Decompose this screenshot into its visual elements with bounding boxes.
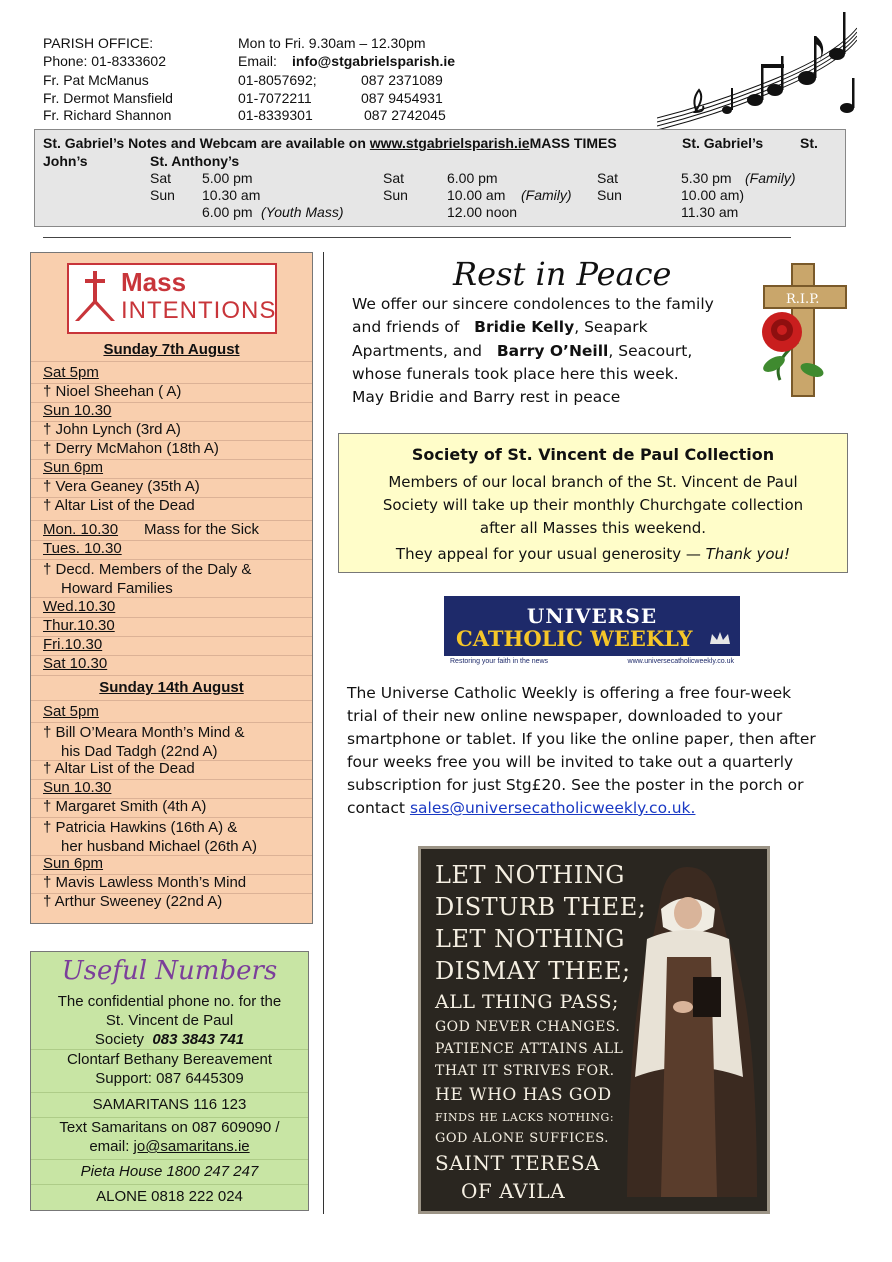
intention-row — [31, 760, 312, 780]
intention-text: Mass for the Sick — [144, 521, 260, 538]
mass-day: Sun — [597, 187, 622, 203]
saint-teresa-poster — [418, 846, 770, 1214]
intention-row — [31, 817, 312, 856]
mass-day: Sat — [383, 170, 405, 186]
svdp-line — [339, 545, 847, 563]
quote-line: THAT IT STRIVES FOR. — [435, 1063, 615, 1079]
mass-note: (Family) — [745, 170, 796, 186]
mass-day: Sat — [150, 170, 172, 186]
priest-landline: 01-8057692; — [238, 72, 317, 88]
intention-text: her husband Michael (26th A) — [61, 838, 257, 855]
intention-row — [31, 636, 312, 656]
universe-email-link[interactable]: sales@universecatholicweekly.co.uk. — [409, 799, 696, 817]
useful-line: Support: 087 6445309 — [95, 1070, 244, 1087]
intention-row — [31, 798, 312, 818]
mass-slot: Sat 5pm — [43, 364, 99, 381]
mass-intentions-logo — [67, 263, 277, 334]
quote-line: DISTURB THEE; — [435, 893, 647, 921]
deceased-name: Bridie Kelly — [474, 318, 575, 336]
svdp-phone-number: 083 3843 741 — [152, 1031, 245, 1048]
banner-strip — [444, 656, 740, 671]
priest-mobile: 087 9454931 — [361, 90, 443, 106]
column-divider — [323, 252, 324, 1214]
mass-time: 5.30 pm — [681, 170, 732, 186]
useful-line: St. Vincent de Paul — [105, 1012, 234, 1029]
mass-intentions-panel — [30, 252, 313, 924]
intention-row — [31, 459, 312, 479]
mass-note: (Youth Mass) — [261, 204, 344, 220]
useful-line: Clontarf Bethany Bereavement — [66, 1051, 273, 1068]
phone-row — [43, 53, 456, 70]
quote-line: PATIENCE ATTAINS ALL — [435, 1041, 624, 1057]
useful-line: Society — [94, 1031, 145, 1048]
svdp-phone-row — [31, 992, 308, 1050]
intention-text: † Margaret Smith (4th A) — [43, 798, 207, 815]
banner-universe: UNIVERSE — [526, 604, 658, 628]
svdp-text: They appeal for your usual generosity — — [395, 545, 706, 563]
mass-time: 6.00 pm — [447, 170, 498, 186]
sunday-heading-text: Sunday 7th August — [103, 341, 240, 358]
mass-slot: Mon. 10.30 — [43, 521, 119, 538]
rip-text: , Seapark — [574, 318, 648, 336]
mass-slot: Wed.10.30 — [43, 598, 116, 615]
universe-line: four weeks free you will be invited to take out a quarterly — [347, 753, 794, 771]
useful-line: Text Samaritans on 087 609090 / — [59, 1119, 280, 1136]
office-email-link[interactable]: info@stgabrielsparish.ie — [292, 53, 456, 69]
parish-website-link[interactable]: www.stgabrielsparish.ie — [369, 135, 530, 151]
universe-line — [347, 799, 695, 817]
intention-text: † Mavis Lawless Month’s Mind — [43, 874, 247, 891]
rip-line — [352, 342, 692, 360]
svdp-thanks: Thank you! — [705, 545, 791, 563]
mass-time: 5.00 pm — [202, 170, 253, 186]
mass-slot: Thur.10.30 — [43, 617, 115, 634]
intention-row — [31, 893, 312, 913]
quote-line: SAINT TERESA — [435, 1151, 600, 1175]
intention-row — [31, 440, 312, 460]
mass-slot: Sun 6pm — [43, 459, 104, 476]
intention-text: † Altar List of the Dead — [43, 497, 195, 514]
intention-row — [31, 874, 312, 894]
banner-tagline: Restoring your faith in the news — [450, 658, 549, 665]
mass-slot: Tues. 10.30 — [43, 540, 122, 557]
svdp-line: Members of our local branch of the St. Vincent de Paul — [388, 473, 798, 491]
intention-text: † Decd. Members of the Daly & — [43, 561, 252, 578]
quote-line: FINDS HE LACKS NOTHING: — [435, 1111, 615, 1124]
useful-line: The confidential phone no. for the — [57, 993, 282, 1010]
universe-line: trial of their new online newspaper, downloaded to your — [347, 707, 783, 725]
mass-slot: Sat 5pm — [43, 703, 99, 720]
intention-row — [31, 598, 312, 618]
svdp-title: Society of St. Vincent de Paul Collection — [411, 445, 775, 464]
deceased-name: Barry O’Neill — [496, 342, 609, 360]
intention-row — [31, 655, 312, 676]
rip-title: Rest in Peace — [453, 255, 672, 293]
rip-line: whose funerals took place here this week. — [352, 365, 679, 383]
svdp-line: after all Masses this weekend. — [479, 519, 707, 537]
office-phone: Phone: 01-8333602 — [43, 53, 166, 69]
intention-text: † Patricia Hawkins (16th A) & — [43, 819, 238, 836]
samaritans-row — [31, 1093, 308, 1118]
useful-line: email: — [89, 1138, 130, 1155]
mass-time: 10.00 am) — [681, 187, 745, 203]
crown-icon — [708, 630, 732, 646]
mass-time: 10.30 am — [202, 187, 261, 203]
rip-line: We offer our sincere condolences to the family — [352, 295, 714, 313]
mass-time: 10.00 am — [447, 187, 506, 203]
sunday-heading-text: Sunday 14th August — [99, 679, 244, 696]
notes-prefix: St. Gabriel’s Notes and Webcam are available on — [43, 135, 370, 151]
office-label: PARISH OFFICE: — [43, 35, 154, 51]
intention-row — [31, 421, 312, 441]
useful-line: ALONE 0818 222 024 — [96, 1188, 243, 1205]
intention-row — [31, 497, 312, 521]
priest-name: Fr. Richard Shannon — [43, 107, 172, 123]
mass-slot: Sun 10.30 — [43, 779, 112, 796]
intention-row — [31, 383, 312, 403]
cross-rose-icon — [752, 262, 852, 398]
church-st-anthonys: St. Anthony’s — [150, 153, 240, 169]
text-samaritans-row — [31, 1118, 308, 1160]
rip-text: Apartments, and — [352, 342, 483, 360]
useful-numbers-title: Useful Numbers — [61, 956, 278, 986]
svdp-collection-box — [338, 433, 848, 573]
useful-line: Pieta House 1800 247 247 — [80, 1163, 259, 1180]
priest-row — [43, 90, 443, 107]
priest-landline: 01-7072211 — [238, 90, 312, 106]
mass-day: Sun — [383, 187, 408, 203]
intention-row — [31, 703, 312, 723]
intention-text: † Vera Geaney (35th A) — [43, 478, 200, 495]
priest-name: Fr. Dermot Mansfield — [43, 90, 173, 106]
church-johns: John’s — [43, 153, 88, 169]
quote-line: ALL THING PASS; — [435, 991, 619, 1013]
quote-line: OF AVILA — [461, 1179, 566, 1203]
priest-mobile: 087 2742045 — [364, 107, 446, 123]
priest-row — [43, 72, 443, 89]
intention-text: † Bill O’Meara Month’s Mind & — [43, 724, 245, 741]
mass-slot: Sat 10.30 — [43, 655, 108, 672]
sunday-heading — [31, 676, 312, 701]
intention-text: † Derry McMahon (18th A) — [43, 440, 219, 457]
universe-line: subscription for just Stg£20. See the poster in the porch or — [347, 776, 804, 794]
intention-text: his Dad Tadgh (22nd A) — [61, 743, 218, 760]
priest-landline: 01-8339301 — [238, 107, 313, 123]
sunday-heading — [31, 339, 312, 362]
quote-line: HE WHO HAS GOD — [435, 1085, 612, 1105]
rip-cross-label: R.I.P. — [786, 292, 820, 307]
mass-time: 11.30 am — [681, 204, 739, 220]
mass-day: Sun — [150, 187, 175, 203]
mass-slot: Sun 6pm — [43, 855, 104, 872]
rip-line: May Bridie and Barry rest in peace — [352, 388, 621, 406]
rip-line — [352, 318, 648, 336]
intention-row — [31, 855, 312, 875]
quote-line: LET NOTHING — [435, 925, 625, 953]
rip-text: , Seacourt, — [608, 342, 693, 360]
universe-text: contact — [347, 799, 406, 817]
saint-teresa-figure — [617, 857, 763, 1205]
mass-times-label: MASS TIMES — [529, 135, 617, 151]
priest-row — [43, 107, 446, 124]
office-row — [43, 35, 426, 52]
intention-row — [31, 540, 312, 560]
universe-catholic-weekly-banner — [444, 596, 740, 671]
banner-site: www.universecatholicweekly.co.uk — [627, 658, 734, 665]
priest-name: Fr. Pat McManus — [43, 72, 149, 88]
mass-day: Sat — [597, 170, 619, 186]
useful-line: SAMARITANS 116 123 — [92, 1096, 247, 1113]
samaritans-email-link[interactable]: jo@samaritans.ie — [133, 1138, 250, 1155]
notes-line — [43, 135, 617, 151]
intention-row — [31, 478, 312, 498]
office-hours: Mon to Fri. 9.30am – 12.30pm — [238, 35, 426, 51]
intention-row — [31, 779, 312, 799]
quote-line: LET NOTHING — [435, 861, 625, 889]
bereavement-row — [31, 1050, 308, 1093]
intention-row — [31, 402, 312, 422]
intention-text: † Nioel Sheehan ( A) — [43, 383, 182, 400]
mass-times-box — [34, 129, 846, 227]
mass-slot: Fri.10.30 — [43, 636, 103, 653]
intention-row — [31, 364, 312, 384]
universe-line: The Universe Catholic Weekly is offering a free four-week — [347, 684, 792, 702]
banner-catholic-weekly: CATHOLIC WEEKLY — [456, 626, 693, 651]
mass-time: 6.00 pm — [202, 204, 253, 220]
quote-line: GOD NEVER CHANGES. — [435, 1019, 621, 1035]
church-st: St. — [800, 135, 818, 151]
intention-text: Howard Families — [61, 580, 173, 597]
quote-line: GOD ALONE SUFFICES. — [435, 1131, 609, 1146]
priest-mobile: 087 2371089 — [361, 72, 443, 88]
email-label: Email: — [238, 53, 277, 69]
mass-slot: Sun 10.30 — [43, 402, 112, 419]
useful-numbers-panel — [30, 951, 309, 1211]
logo-intentions-text: INTENTIONS — [121, 297, 277, 324]
intention-row — [31, 617, 312, 637]
mass-time: 12.00 noon — [447, 204, 518, 220]
divider — [43, 237, 791, 238]
intention-row — [31, 521, 312, 541]
quote-line: DISMAY THEE; — [435, 957, 631, 985]
intention-row — [31, 559, 312, 598]
intention-text: † John Lynch (3rd A) — [43, 421, 181, 438]
mass-note: (Family) — [521, 187, 572, 203]
intention-row — [31, 722, 312, 761]
universe-line: smartphone or tablet. If you like the online paper, then after — [347, 730, 816, 748]
logo-mass-text: Mass — [121, 267, 187, 297]
church-st-gabriels: St. Gabriel’s — [682, 135, 764, 151]
svdp-line: Society will take up their monthly Churchgate collection — [382, 496, 804, 514]
alone-row — [31, 1185, 308, 1209]
intention-text: † Arthur Sweeney (22nd A) — [43, 893, 223, 910]
intention-text: † Altar List of the Dead — [43, 760, 195, 777]
music-notes-graphic — [657, 8, 857, 132]
rip-text: and friends of — [352, 318, 460, 336]
pieta-row — [31, 1160, 308, 1185]
